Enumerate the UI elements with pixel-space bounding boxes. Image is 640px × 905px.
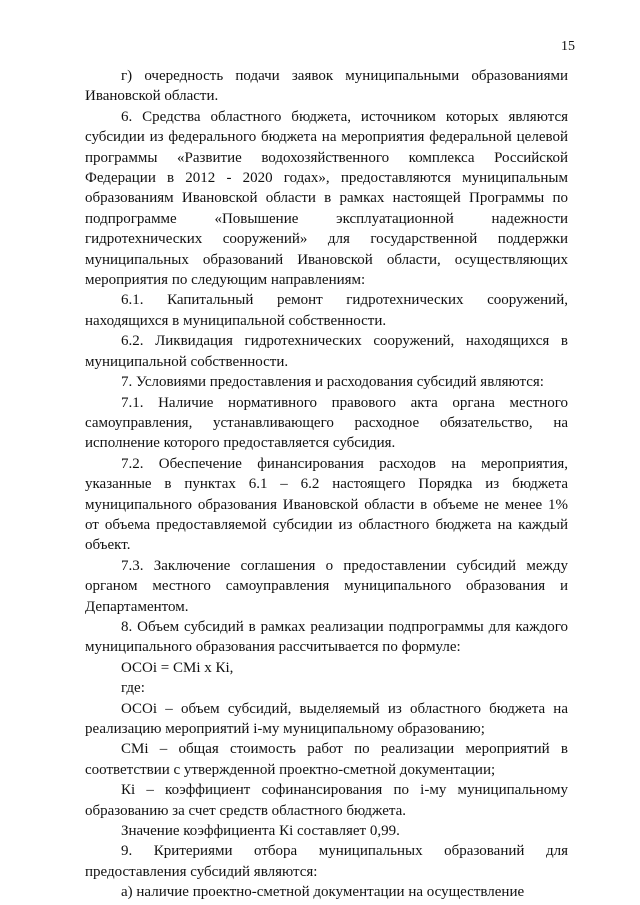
paragraph-7: 7. Условиями предоставления и расходования субсидий являются: xyxy=(121,374,544,391)
paragraph-6-2: 6.2. Ликвидация гидротехнических сооружений, находящихся в муниципальной собственности. xyxy=(85,333,568,370)
definition-k: Кi – коэффициент софинансирования по i-му муниципальному образованию за счет средств областного бюджета. xyxy=(85,782,568,819)
document-body xyxy=(85,66,568,903)
paragraph-9: 9. Критериями отбора муниципальных образований для предоставления субсидий являются: xyxy=(85,843,568,880)
paragraph-7-3: 7.3. Заключение соглашения о предоставлении субсидий между органом местного самоуправления муниципального образования и Департаментом. xyxy=(85,557,568,615)
paragraph-item-g: г) очередность подачи заявок муниципальными образованиями Ивановской области. xyxy=(85,68,568,105)
page-number: 15 xyxy=(561,39,575,54)
paragraph-8: 8. Объем субсидий в рамках реализации подпрограммы для каждого муниципального образования рассчитывается по формуле: xyxy=(85,618,568,656)
definition-oso: ОСОi – объем субсидий, выделяемый из областного бюджета на реализацию мероприятий i-му муниципальному образованию; xyxy=(85,700,568,737)
paragraph-7-2: 7.2. Обеспечение финансирования расходов на мероприятия, указанные в пунктах 6.1 – 6.2 настоящего Порядка из бюджета муниципального образования Ивановской области в объеме не менее 1% от объема предоставляемой субсидии из областного бюджета на каждый объект. xyxy=(85,455,568,554)
paragraph-9-a: а) наличие проектно-сметной документации на осуществление xyxy=(121,884,525,901)
definition-sm: СМi – общая стоимость работ по реализации мероприятий в соответствии с утвержденной проектно-сметной документации; xyxy=(85,741,568,778)
paragraph-6-1: 6.1. Капитальный ремонт гидротехнических сооружений, находящихся в муниципальной собственности. xyxy=(85,292,568,329)
coefficient-value: Значение коэффициента Кi составляет 0,99. xyxy=(121,823,400,840)
paragraph-7-1: 7.1. Наличие нормативного правового акта органа местного самоуправления, устанавливающего расходное обязательство, на исполнение которого предоставляется субсидия. xyxy=(85,394,568,452)
formula: ОСОi = СМi х Кi, xyxy=(121,659,234,676)
formula-where: где: xyxy=(121,680,145,697)
paragraph-6: 6. Средства областного бюджета, источником которых являются субсидии из федерального бюджета на мероприятия федеральной целевой программы «Развитие водохозяйственного комплекса Российской Федерации в 2012 - 2020 годах», предоставляются муниципальным образованиям Ивановской области в рамках настоящей Программы по подпрограмме «Повышение эксплуатационной надежности гидротехнических сооружений» для государственной поддержки муниципальных образований Ивановской области, осуществляющих мероприятия по следующим направлениям: xyxy=(85,108,568,289)
